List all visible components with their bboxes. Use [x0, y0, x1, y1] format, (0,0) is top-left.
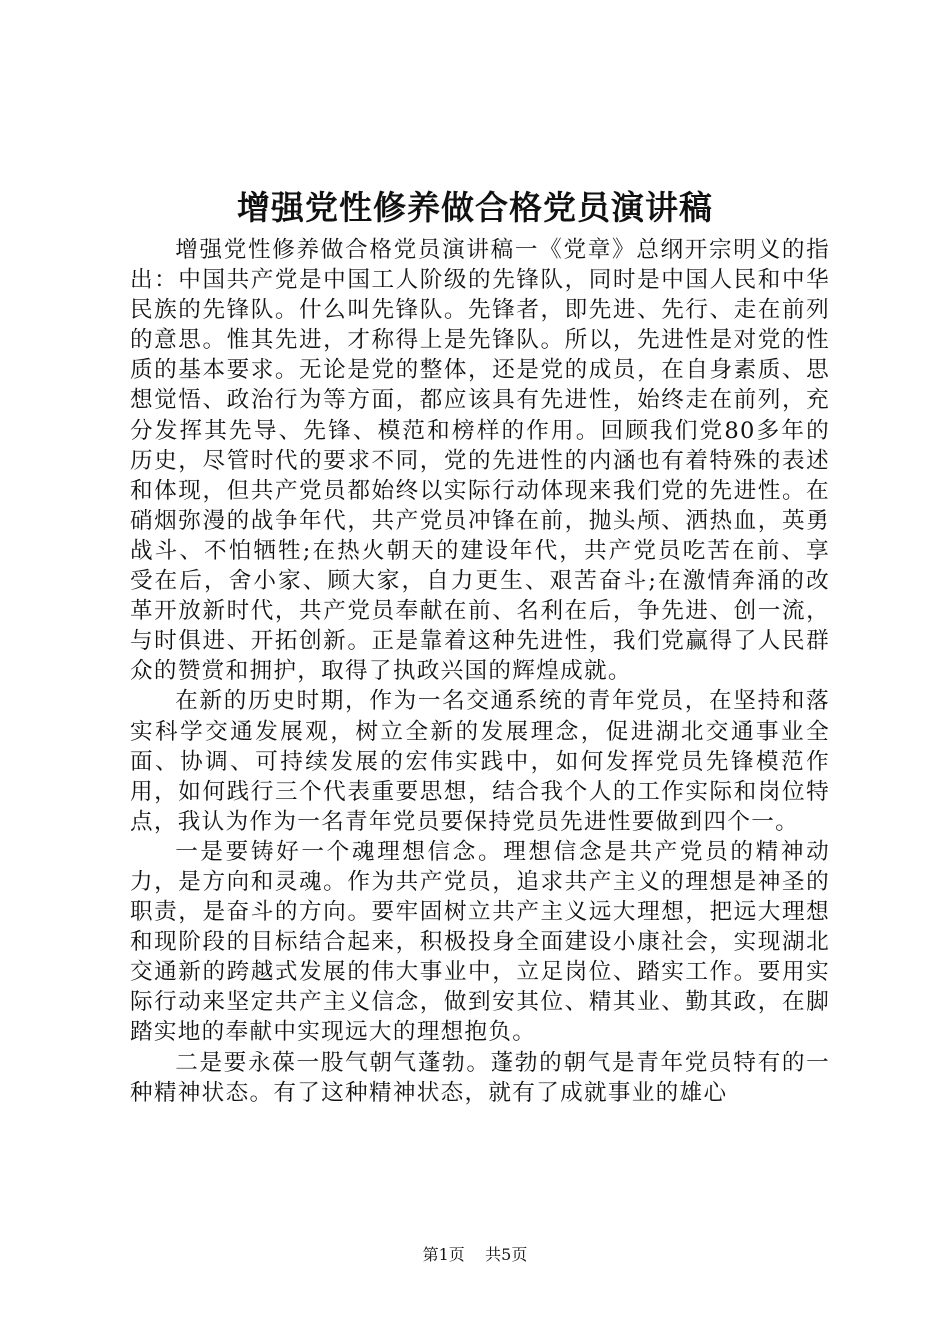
- document-body: [130, 235, 830, 1108]
- page-number-current: 第1页: [422, 1245, 465, 1264]
- paragraph-4: 二是要永葆一股气朝气蓬勃。蓬勃的朝气是青年党员特有的一种精神状态。有了这种精神状态，就有了成就事业的雄心: [130, 1049, 830, 1106]
- paragraph-1: 增强党性修养做合格党员演讲稿一《党章》总纲开宗明义的指出：中国共产党是中国工人阶级的先锋队，同时是中国人民和中华民族的先锋队。什么叫先锋队。先锋者，即先进、先行、走在前列的意思。惟其先进，才称得上是先锋队。所以，先进性是对党的性质的基本要求。无论是党的整体，还是党的成员，在自身素质、思想觉悟、政治行为等方面，都应该具有先进性，始终走在前列，充分发挥其先导、先锋、模范和榜样的作用。回顾我们党80多年的历史，尽管时代的要求不同，党的先进性的内涵也有着特殊的表述和体现，但共产党员都始终以实际行动体现来我们党的先进性。在硝烟弥漫的战争年代，共产党员冲锋在前，抛头颅、洒热血，英勇战斗、不怕牺牲;在热火朝天的建设年代，共产党员吃苦在前、享受在后，舍小家、顾大家，自力更生、艰苦奋斗;在激情奔涌的改革开放新时代，共产党员奉献在前、名利在后，争先进、创一流，与时俱进、开拓创新。正是靠着这种先进性，我们党赢得了人民群众的赞赏和拥护，取得了执政兴国的辉煌成就。: [130, 237, 830, 685]
- paragraph-3: 一是要铸好一个魂理想信念。理想信念是共产党员的精神动力，是方向和灵魂。作为共产党员，追求共产主义的理想是神圣的职责，是奋斗的方向。要牢固树立共产主义远大理想，把远大理想和现阶段的目标结合起来，积极投身全面建设小康社会，实现湖北交通新的跨越式发展的伟大事业中，立足岗位、踏实工作。要用实际行动来坚定共产主义信念，做到安其位、精其业、勤其政，在脚踏实地的奉献中实现远大的理想抱负。: [130, 838, 830, 1046]
- paragraph-2: 在新的历史时期，作为一名交通系统的青年党员，在坚持和落实科学交通发展观，树立全新的发展理念，促进湖北交通事业全面、协调、可持续发展的宏伟实践中，如何发挥党员先锋模范作用，如何践行三个代表重要思想，结合我个人的工作实际和岗位特点，我认为作为一名青年党员要保持党员先进性要做到四个一。: [130, 688, 830, 835]
- page-number-total: 共5页: [485, 1245, 528, 1264]
- document-title: 增强党性修养做合格党员演讲稿: [237, 188, 713, 227]
- page-footer: [0, 1243, 950, 1267]
